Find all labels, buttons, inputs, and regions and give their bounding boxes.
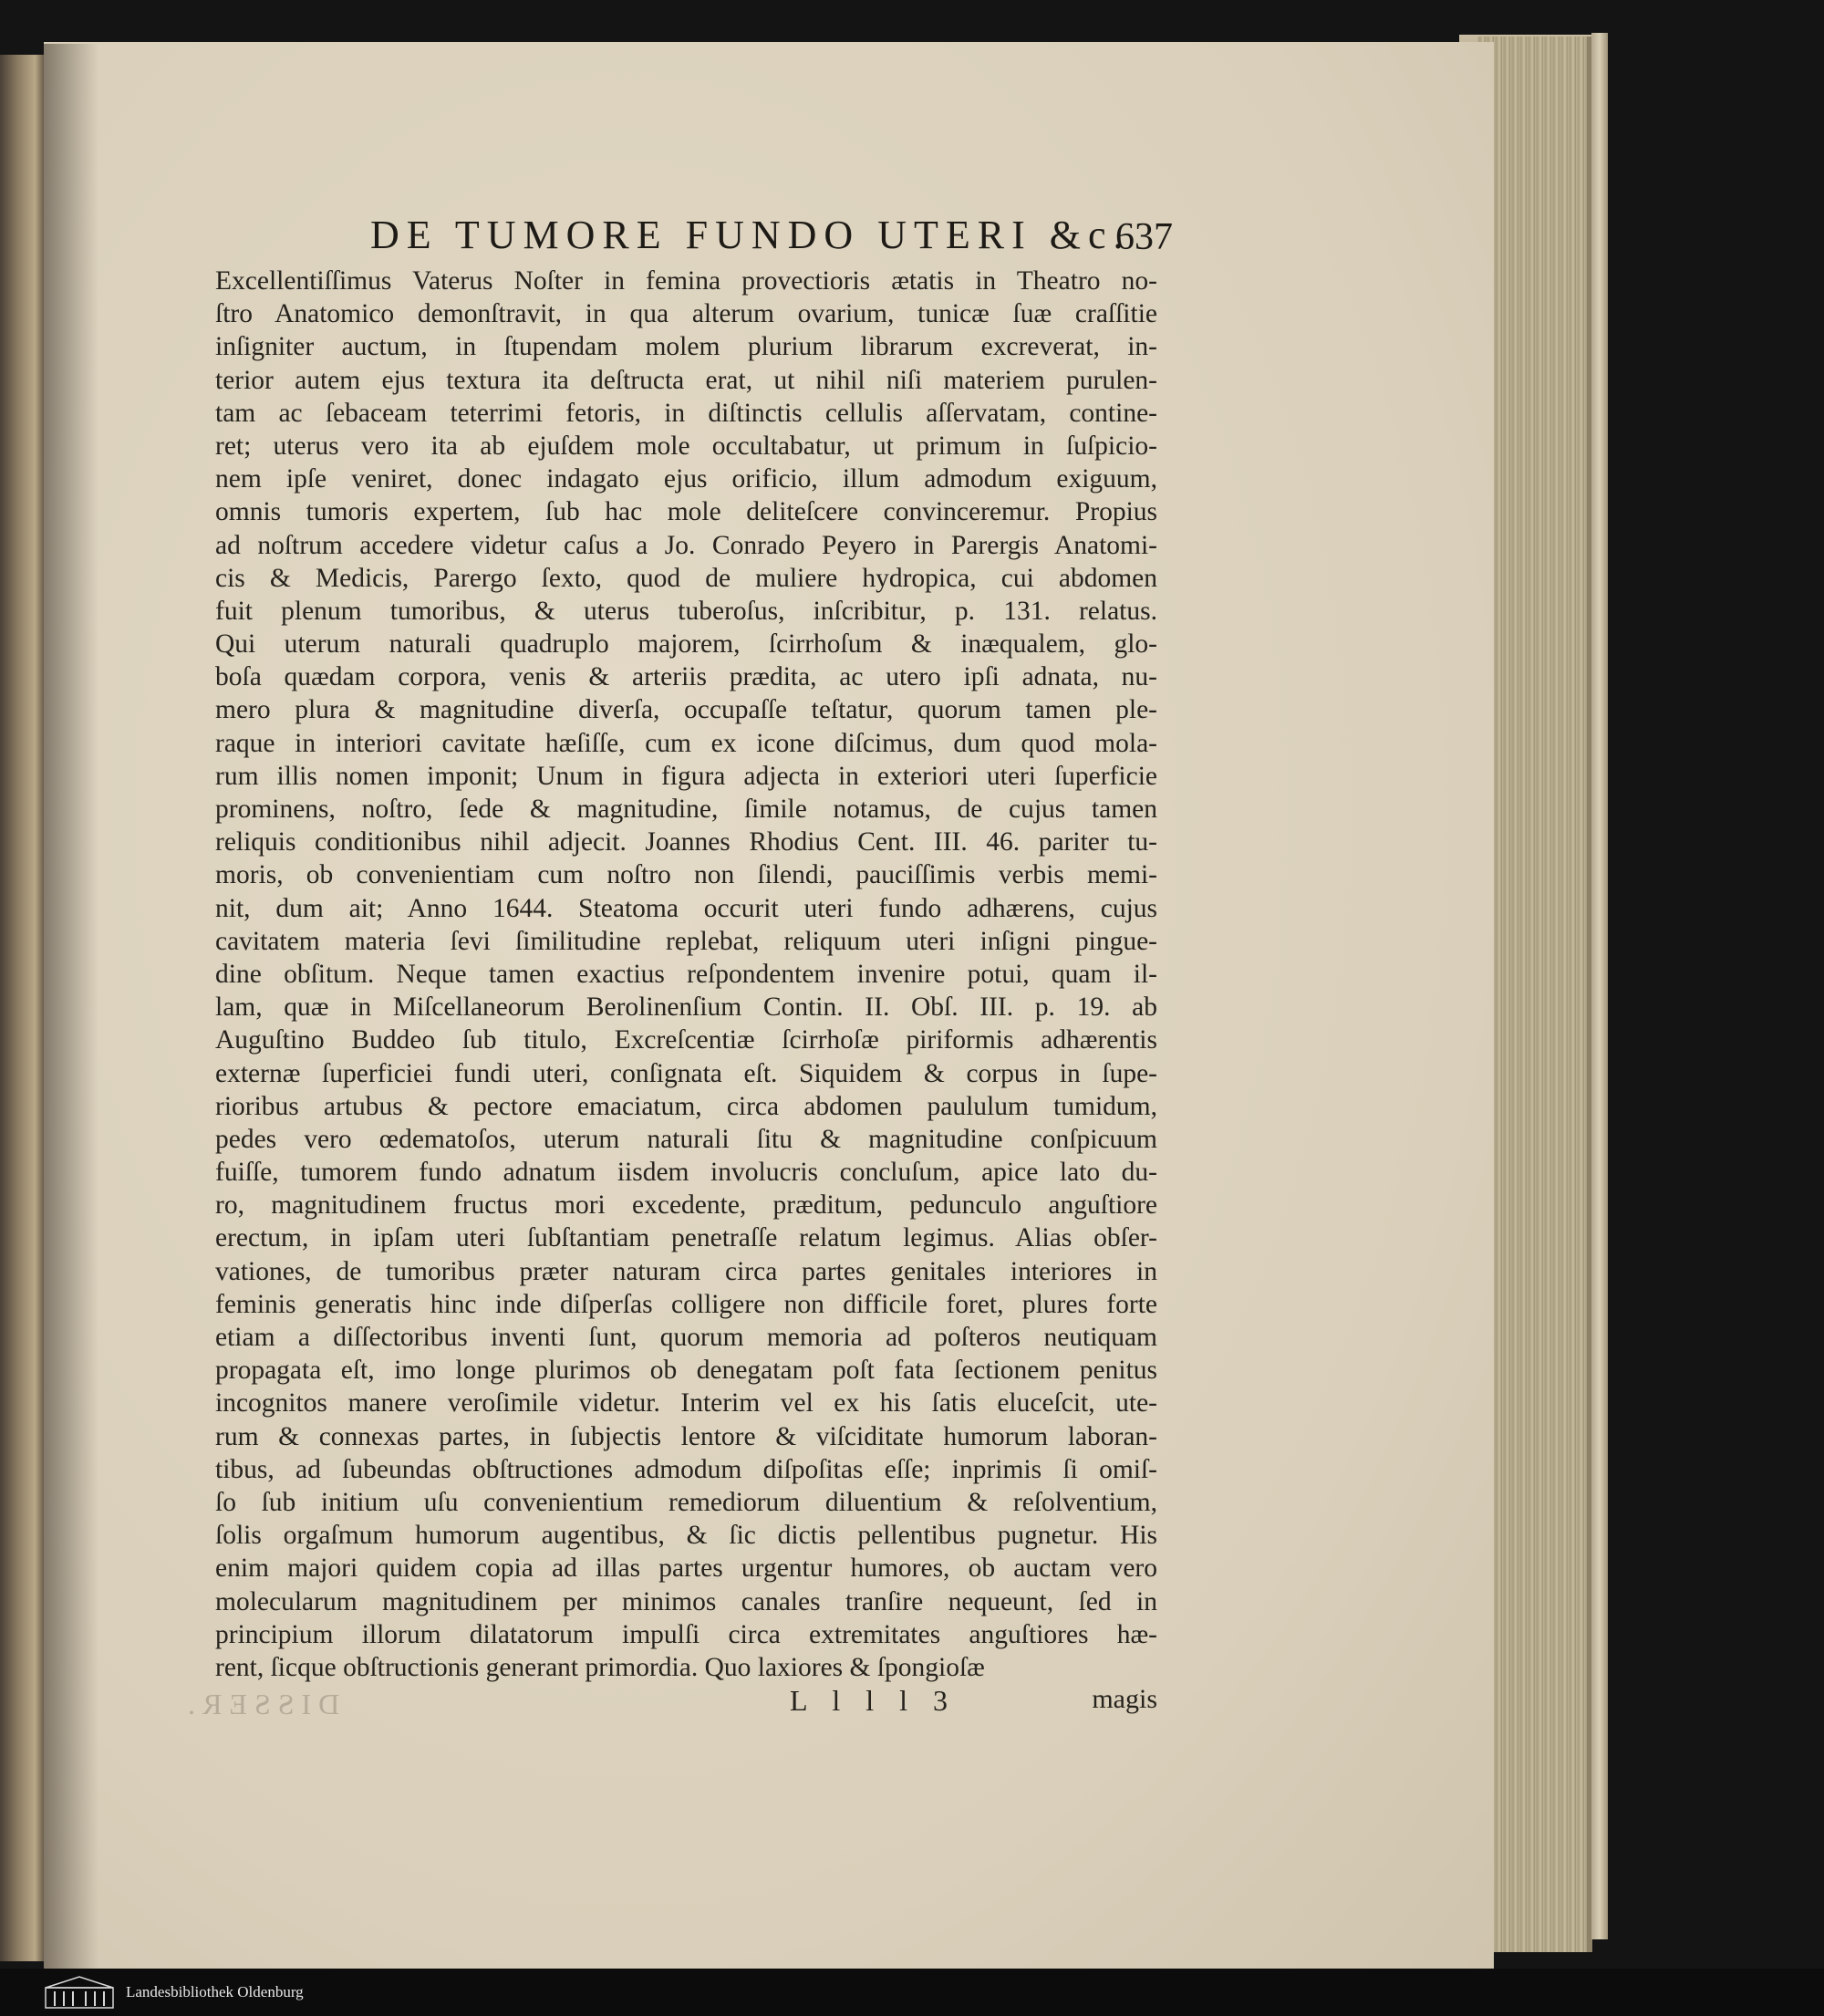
text-line: principium illorum dilatatorum impulſi circa extremitates anguſtiores hæ- xyxy=(215,1619,1157,1649)
text-line: terior autem ejus textura ita deſtructa erat, ut nihil niſi materiem purulen- xyxy=(215,365,1157,395)
text-line: ſolis orgaſmum humorum augentibus, & ſic dictis pellentibus pugnetur. His xyxy=(215,1521,1157,1551)
text-line: tam ac ſebaceam teterrimi fetoris, in diſtinctis cellulis aſſervatam, contine- xyxy=(215,398,1157,428)
library-name: Landesbibliothek Oldenburg xyxy=(126,1983,304,2000)
text-line: propagata eſt, imo longe plurimos ob denegatam poſt fata ſectionem penitus xyxy=(215,1356,1157,1386)
text-line: fuit plenum tumoribus, & uterus tuberoſus, inſcribitur, p. 131. relatus. xyxy=(215,596,1157,626)
catchword: magis xyxy=(1092,1684,1157,1714)
book-cover-edge xyxy=(1591,33,1608,1939)
text-line: boſa quædam corpora, venis & arteriis prædita, ac utero ipſi adnata, nu- xyxy=(215,662,1157,692)
text-line: etiam a diſſectoribus inventi ſunt, quorum memoria ad poſteros neutiquam xyxy=(215,1323,1157,1352)
page-footer xyxy=(215,1684,1157,1720)
text-line: incognitos manere veroſimile videtur. Interim vel ex his ſatis eluceſcit, ute- xyxy=(215,1388,1157,1418)
text-line: reliquis conditionibus nihil adjecit. Joannes Rhodius Cent. III. 46. pariter tu- xyxy=(215,827,1157,857)
spine-shadow xyxy=(44,44,98,1969)
text-line: vationes, de tumoribus præter naturam circa partes genitales interiores in xyxy=(215,1256,1157,1286)
left-page-edge xyxy=(0,55,44,1961)
text-line: dine obſitum. Neque tamen exactius reſpondentem invenire potui, quam il- xyxy=(215,959,1157,989)
text-line: cavitatem materia ſevi ſimilitudine replebat, reliquum uteri inſigni pingue- xyxy=(215,926,1157,956)
running-head: DE TUMORE FUNDO UTERI &c. xyxy=(370,213,1131,257)
text-line: rent, ſicque obſtructionis generant primordia. Quo laxiores & ſpongioſæ xyxy=(215,1652,985,1682)
text-line: rioribus artubus & pectore emaciatum, circa abdomen paululum tumidum, xyxy=(215,1091,1157,1121)
text-line: nem ipſe veniret, donec indagato ejus orificio, illum admodum exiguum, xyxy=(215,464,1157,494)
text-line: externæ ſuperficiei fundi uteri, conſignata eſt. Siquidem & corpus in ſupe- xyxy=(215,1058,1157,1088)
text-line: Auguſtino Buddeo ſub titulo, Excreſcentiæ ſcirrhoſæ piriformis adhærentis xyxy=(215,1025,1157,1055)
text-line: tibus, ad ſubeundas obſtructiones admodum diſpoſitas eſſe; inprimis ſi omiſ- xyxy=(215,1454,1157,1484)
library-building-icon xyxy=(44,1975,115,2010)
text-line: ſtro Anatomico demonſtravit, in qua alterum ovarium, tunicæ ſuæ craſſitie xyxy=(215,299,1157,329)
text-line: Excellentiſſimus Vaterus Noſter in femina provectioris ætatis in Theatro no- xyxy=(215,266,1157,296)
text-line: mero plura & magnitudine diverſa, occupaſſe teſtatur, quorum tamen ple- xyxy=(215,695,1157,725)
text-line: erectum, in ipſam uteri ſubſtantiam penetraſſe relatum legimus. Alias obſer- xyxy=(215,1223,1157,1253)
page-stack-edges xyxy=(1477,36,1592,1952)
text-line: fuiſſe, tumorem fundo adnatum iisdem involucris concluſum, apice lato du- xyxy=(215,1158,1157,1188)
text-line: enim majori quidem copia ad illas partes urgentur humores, ob auctam vero xyxy=(215,1554,1157,1584)
text-line: rum illis nomen imponit; Unum in figura adjecta in exteriori uteri ſuperficie xyxy=(215,761,1157,791)
text-line: feminis generatis hinc inde diſperſas colligere non difficile foret, plures forte xyxy=(215,1289,1157,1319)
text-line: cis & Medicis, Parergo ſexto, quod de muliere hydropica, cui abdomen xyxy=(215,563,1157,593)
book-page xyxy=(44,42,1494,1969)
text-line: ſo ſub initium uſu convenientium remediorum diluentium & reſolventium, xyxy=(215,1487,1157,1517)
text-line: ad noſtrum accedere videtur caſus a Jo. Conrado Peyero in Parergis Anatomi- xyxy=(215,530,1157,560)
text-line: pedes vero œdematoſos, uterum naturali ſitu & magnitudine conſpicuum xyxy=(215,1124,1157,1154)
page-number: 637 xyxy=(1115,216,1173,258)
footer-bar xyxy=(0,1969,1824,2016)
text-line: prominens, noſtro, ſede & magnitudine, ſimile notamus, de cujus tamen xyxy=(215,795,1157,824)
text-line: inſigniter auctum, in ſtupendam molem plurium librarum excreverat, in- xyxy=(215,332,1157,362)
signature-mark: L l l l 3 xyxy=(790,1684,958,1717)
text-line: raque in interiori cavitate hæſiſſe, cum ex icone diſcimus, dum quod mola- xyxy=(215,728,1157,758)
text-line: ret; uterus vero ita ab ejuſdem mole occultabatur, ut primum in ſuſpicio- xyxy=(215,431,1157,461)
text-line: omnis tumoris expertem, ſub hac mole deliteſcere convinceremur. Propius xyxy=(215,497,1157,527)
text-line: moris, ob convenientiam cum noſtro non ſilendi, pauciſſimis verbis memi- xyxy=(215,860,1157,890)
text-line: molecularum magnitudinem per minimos canales tranſire nequeunt, ſed in xyxy=(215,1586,1157,1616)
text-line: ro, magnitudinem fructus mori excedente, præditum, pedunculo anguſtiore xyxy=(215,1190,1157,1221)
text-line: rum & connexas partes, in ſubjectis lentore & viſciditate humorum laboran- xyxy=(215,1421,1157,1451)
text-line: nit, dum ait; Anno 1644. Steatoma occurit uteri fundo adhærens, cujus xyxy=(215,893,1157,923)
text-line: lam, quæ in Miſcellaneorum Berolinenſium Contin. II. Obſ. III. p. 19. ab xyxy=(215,992,1157,1023)
text-line: Qui uterum naturali quadruplo majorem, ſcirrhoſum & inæqualem, glo- xyxy=(215,629,1157,660)
body-text xyxy=(215,265,1157,1684)
page-header xyxy=(370,212,1173,266)
bleed-through-text: DISSER. xyxy=(181,1688,340,1720)
